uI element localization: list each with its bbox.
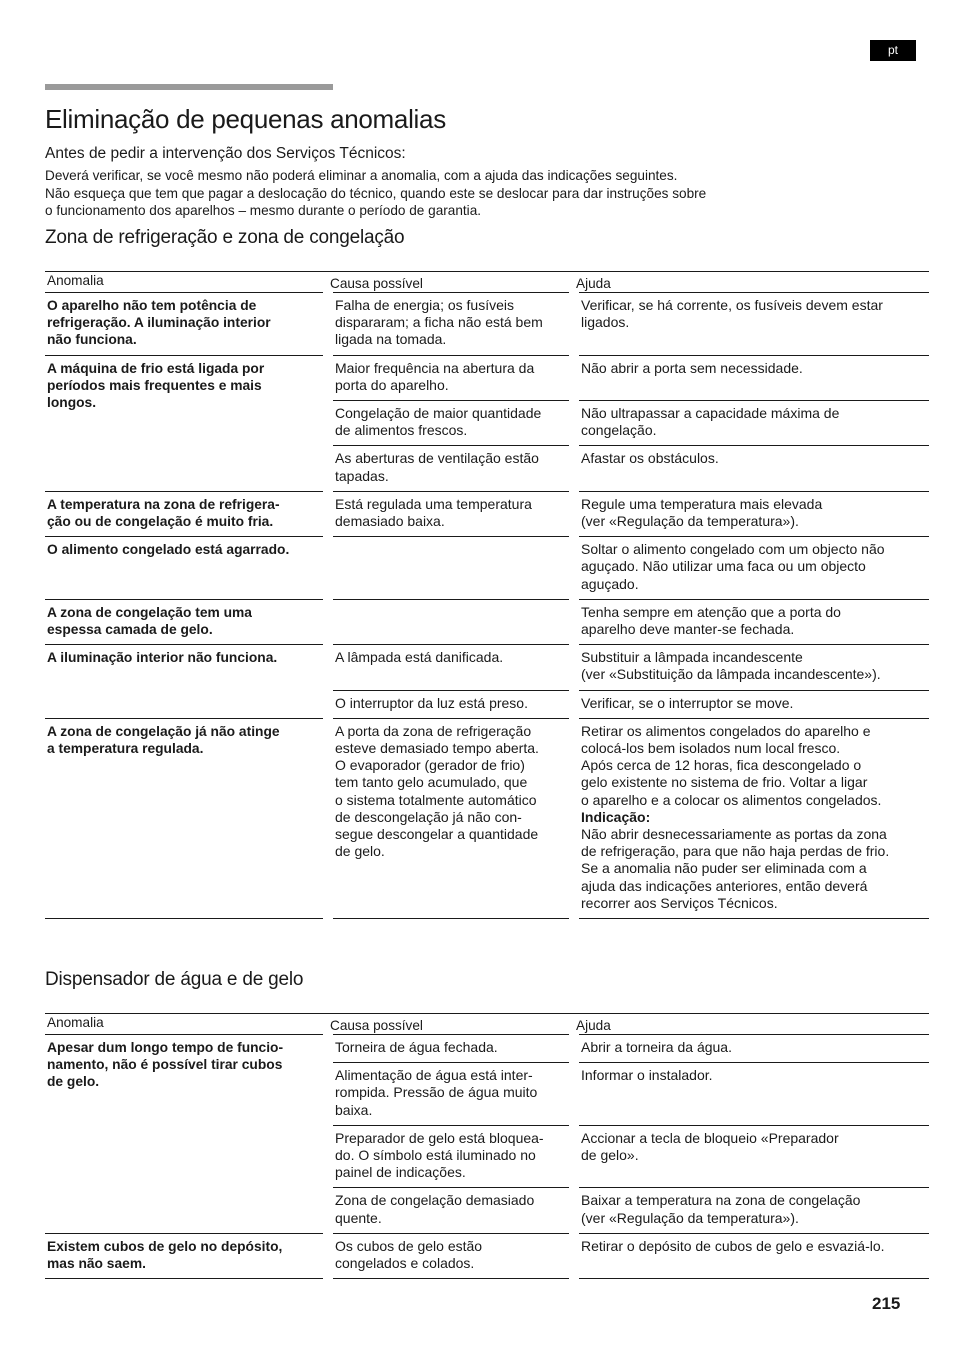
anomaly-line: espessa camada de gelo. <box>47 622 213 638</box>
cause-line: porta do aparelho. <box>335 376 449 393</box>
help-cell <box>574 1063 929 1126</box>
header-anomaly: Anomalia <box>45 1014 328 1035</box>
anomaly-line: não funciona. <box>47 332 137 348</box>
table-row <box>45 718 929 918</box>
help-line: Verificar, se há corrente, os fusíveis devem estar <box>581 297 883 313</box>
header-help: Ajuda <box>574 1014 929 1035</box>
cause-cell <box>328 401 574 446</box>
cause-line: demasiado baixa. <box>335 513 445 530</box>
section-heading-dispenser: Dispensador de água e de gelo <box>45 969 304 990</box>
cause-cell <box>328 1035 574 1063</box>
cause-cell <box>328 293 574 356</box>
anomaly-cell <box>45 355 328 491</box>
cause-line: Alimentação de água está inter- <box>335 1067 533 1084</box>
anomaly-line: A zona de congelação tem uma <box>47 604 252 620</box>
cause-line: quente. <box>335 1209 382 1226</box>
cause-line: Os cubos de gelo estão <box>335 1237 483 1254</box>
intro-line: Não esqueça que tem que pagar a deslocação do técnico, quando este se deslocar para dar instruções sobre <box>45 185 707 201</box>
anomaly-line: a temperatura regulada. <box>47 741 204 757</box>
cause-line: O interruptor da luz está preso. <box>335 694 528 711</box>
note-line: Se a anomalia não puder ser eliminada com a <box>581 860 867 877</box>
anomaly-cell <box>45 491 328 536</box>
cause-line: A porta da zona de refrigeração <box>335 722 532 739</box>
help-line: Substituir a lâmpada incandescente <box>581 649 803 666</box>
title-rule <box>45 84 333 90</box>
note-line: de refrigeração, para que não haja perdas de frio. <box>581 843 890 860</box>
help-line: de gelo». <box>581 1147 639 1164</box>
anomaly-line: refrigeração. A iluminação interior <box>47 315 271 331</box>
anomaly-line: A máquina de frio está ligada por <box>47 360 265 376</box>
cause-line: ligada na tomada. <box>335 331 447 348</box>
intro-heading: Antes de pedir a intervenção dos Serviços Técnicos: <box>45 145 406 162</box>
help-line: Baixar a temperatura na zona de congelação <box>581 1192 861 1209</box>
help-line: aparelho deve manter-se fechada. <box>581 621 795 638</box>
intro-text <box>45 167 845 220</box>
help-cell <box>574 401 929 446</box>
help-line: Afastar os obstáculos. <box>581 450 719 467</box>
cause-line: O evaporador (gerador de frio) <box>335 757 525 774</box>
anomaly-line: A zona de congelação já não atinge <box>47 723 280 739</box>
anomaly-cell <box>45 645 328 719</box>
help-line: aguçado. Não utilizar uma faca ou um objecto <box>581 558 866 575</box>
help-cell <box>574 1035 929 1063</box>
page-number: 215 <box>872 1294 901 1313</box>
table-row <box>45 355 929 400</box>
cause-cell <box>328 355 574 400</box>
cause-cell <box>328 1125 574 1188</box>
help-line: (ver «Regulação da temperatura»). <box>581 1209 799 1226</box>
intro-line: Deverá verificar, se você mesmo não poderá eliminar a anomalia, com a ajuda das indicações seguintes. <box>45 168 678 183</box>
help-cell <box>574 293 929 356</box>
help-line: aguçado. <box>581 575 639 592</box>
help-line: Soltar o alimento congelado com um objecto não <box>581 541 885 558</box>
cause-line: baixa. <box>335 1101 373 1118</box>
cause-line: do. O símbolo está iluminado no <box>335 1147 536 1164</box>
cause-cell <box>328 537 574 600</box>
anomaly-cell <box>45 1035 328 1234</box>
cause-line: de descongelação já não con- <box>335 808 522 825</box>
table-body <box>45 1035 929 1279</box>
cause-line: As aberturas de ventilação estão <box>335 450 539 467</box>
help-line: Após cerca de 12 horas, fica descongelado o <box>581 757 862 774</box>
help-cell <box>574 718 929 918</box>
cause-line: esteve demasiado tempo aberta. <box>335 740 539 757</box>
cause-line: de alimentos frescos. <box>335 422 468 439</box>
section-heading-refrigeration: Zona de refrigeração e zona de congelação <box>45 227 405 248</box>
cause-line: Está regulada uma temperatura <box>335 495 532 512</box>
cause-line: rompida. Pressão de água muito <box>335 1084 538 1101</box>
anomaly-line: longos. <box>47 395 97 411</box>
anomaly-line: namento, não é possível tirar cubos <box>47 1057 283 1073</box>
help-cell <box>574 355 929 400</box>
help-line: Retirar os alimentos congelados do aparelho e <box>581 722 871 739</box>
help-line: Tenha sempre em atenção que a porta do <box>581 603 841 620</box>
cause-line: o sistema totalmente automático <box>335 791 537 808</box>
cause-line: de gelo. <box>335 843 385 860</box>
anomaly-line: A temperatura na zona de refrigera- <box>47 496 280 512</box>
help-line: o aparelho e a colocar os alimentos congelados. <box>581 791 882 808</box>
help-line: (ver «Substituição da lâmpada incandescente»). <box>581 666 881 683</box>
note-label: Indicação: <box>581 808 651 825</box>
help-line: Regule uma temperatura mais elevada <box>581 495 823 512</box>
help-line: congelação. <box>581 422 657 439</box>
anomaly-line: ção ou de congelação é muito fria. <box>47 514 274 530</box>
header-cause: Causa possível <box>328 1014 574 1035</box>
help-cell <box>574 645 929 690</box>
help-cell <box>574 446 929 491</box>
troubleshooting-table-dispenser <box>45 1013 929 1279</box>
cause-line: tapadas. <box>335 467 389 484</box>
table-row <box>45 1233 929 1278</box>
cause-cell <box>328 690 574 718</box>
language-badge: pt <box>870 40 916 61</box>
help-cell <box>574 690 929 718</box>
help-cell <box>574 491 929 536</box>
cause-line: congelados e colados. <box>335 1255 475 1272</box>
anomaly-line: períodos mais frequentes e mais <box>47 377 262 393</box>
anomaly-line: Apesar dum longo tempo de funcio- <box>47 1040 284 1055</box>
anomaly-cell <box>45 293 328 356</box>
cause-cell <box>328 599 574 644</box>
help-line: Abrir a torneira da água. <box>581 1039 732 1055</box>
cause-line: Maior frequência na abertura da <box>335 359 535 376</box>
help-cell <box>574 599 929 644</box>
help-line: gelo existente no sistema de frio. Voltar a ligar <box>581 774 868 791</box>
help-line: colocá-los bem isolados num local fresco. <box>581 740 841 757</box>
cause-cell <box>328 1188 574 1233</box>
cause-line: Zona de congelação demasiado <box>335 1192 535 1209</box>
cause-line: painel de indicações. <box>335 1164 466 1181</box>
table-row <box>45 537 929 600</box>
anomaly-line: O aparelho não tem potência de <box>47 298 257 313</box>
note-line: recorrer aos Serviços Técnicos. <box>581 894 778 911</box>
anomaly-cell <box>45 537 328 600</box>
help-line: ligados. <box>581 314 630 331</box>
anomaly-line: A iluminação interior não funciona. <box>47 650 278 666</box>
help-cell <box>574 1188 929 1233</box>
anomaly-cell <box>45 718 328 918</box>
help-line: Verificar, se o interruptor se move. <box>581 694 794 711</box>
help-cell <box>574 1233 929 1278</box>
table-row <box>45 491 929 536</box>
cause-cell <box>328 1233 574 1278</box>
note-line: ajuda das indicações anteriores, então deverá <box>581 877 868 894</box>
anomaly-line: O alimento congelado está agarrado. <box>47 542 290 558</box>
cause-cell <box>328 446 574 491</box>
help-line: Não abrir a porta sem necessidade. <box>581 359 803 376</box>
cause-cell <box>328 1063 574 1126</box>
cause-cell <box>328 718 574 918</box>
anomaly-line: mas não saem. <box>47 1256 146 1272</box>
cause-line: segue descongelar a quantidade <box>335 826 539 843</box>
anomaly-cell <box>45 1233 328 1278</box>
help-line: Informar o instalador. <box>581 1067 713 1084</box>
header-anomaly: Anomalia <box>45 272 328 293</box>
help-cell <box>574 537 929 600</box>
help-line: Accionar a tecla de bloqueio «Preparador <box>581 1129 839 1146</box>
table-body <box>45 293 929 919</box>
intro-line: o funcionamento dos aparelhos – mesmo durante o período de garantia. <box>45 203 482 218</box>
note-line: Não abrir desnecessariamente as portas da zona <box>581 826 887 843</box>
header-cause: Causa possível <box>328 272 574 293</box>
cause-line: dispararam; a ficha não está bem <box>335 314 543 331</box>
table-row <box>45 599 929 644</box>
troubleshooting-table-refrigeration <box>45 271 929 919</box>
cause-line: Preparador de gelo está bloquea- <box>335 1129 544 1146</box>
cause-cell <box>328 491 574 536</box>
cause-line: Torneira de água fechada. <box>335 1039 498 1055</box>
help-line: (ver «Regulação da temperatura»). <box>581 513 799 530</box>
table-row <box>45 1035 929 1063</box>
cause-line: Congelação de maior quantidade <box>335 405 542 422</box>
help-line: Não ultrapassar a capacidade máxima de <box>581 405 840 422</box>
cause-line: A lâmpada está danificada. <box>335 649 504 666</box>
table-row <box>45 293 929 356</box>
anomaly-line: Existem cubos de gelo no depósito, <box>47 1238 283 1254</box>
cause-cell <box>328 645 574 690</box>
help-cell <box>574 1125 929 1188</box>
help-line: Retirar o depósito de cubos de gelo e esvaziá-lo. <box>581 1237 885 1254</box>
anomaly-cell <box>45 599 328 644</box>
page-title: Eliminação de pequenas anomalias <box>45 104 446 134</box>
header-help: Ajuda <box>574 272 929 293</box>
cause-line: tem tanto gelo acumulado, que <box>335 774 528 791</box>
table-row <box>45 645 929 690</box>
anomaly-line: de gelo. <box>47 1074 100 1090</box>
cause-line: Falha de energia; os fusíveis <box>335 297 514 313</box>
